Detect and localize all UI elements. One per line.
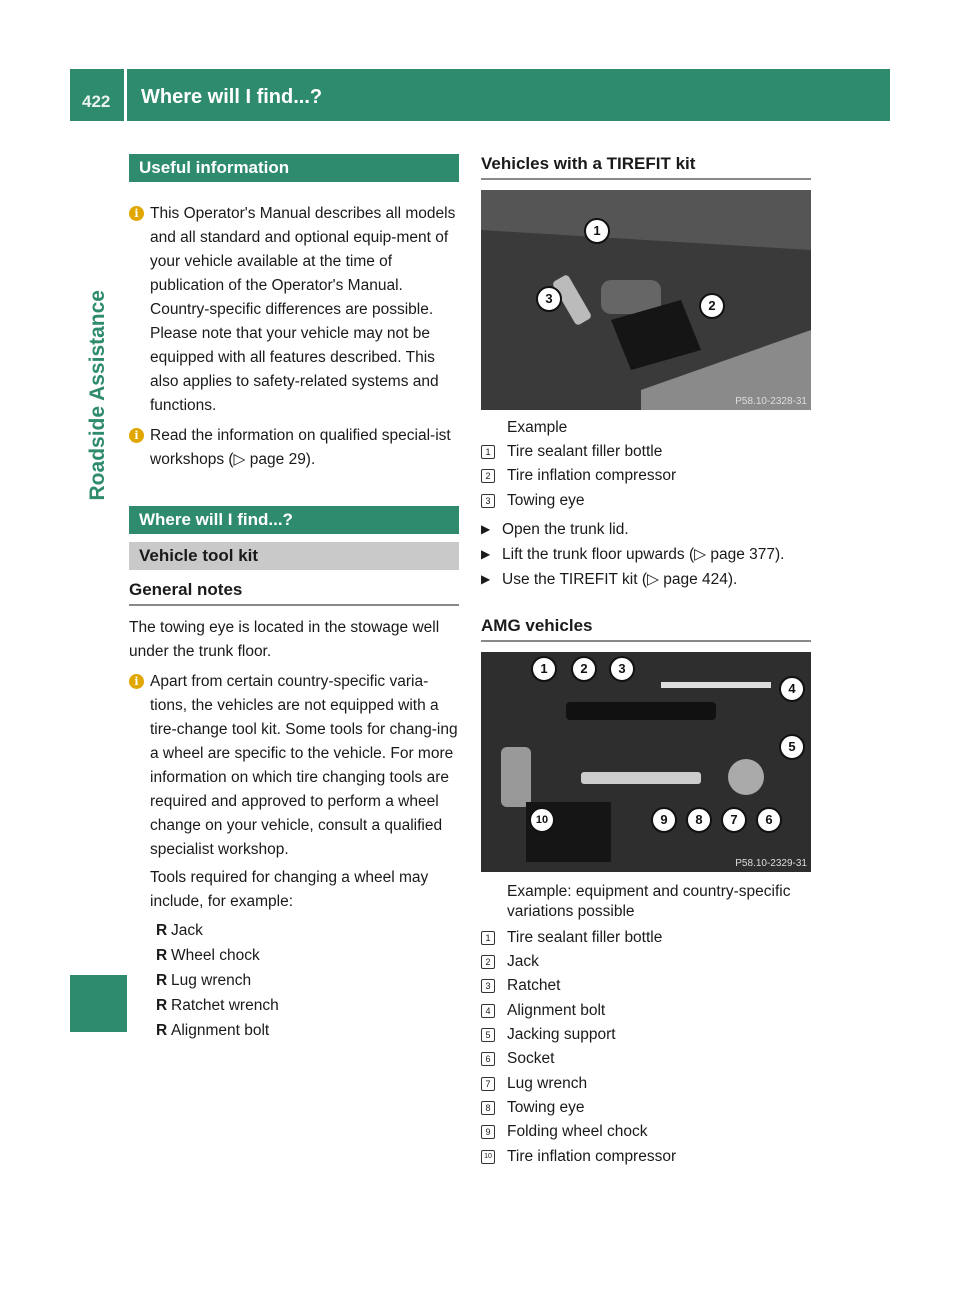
legend-item: 6 Socket <box>481 1047 811 1071</box>
callout-9: 9 <box>651 807 677 833</box>
info-note-workshops <box>129 424 459 472</box>
callout-2: 2 <box>699 293 725 319</box>
tirefit-kit-photo <box>481 190 811 410</box>
page-title: Where will I find...? <box>141 86 323 108</box>
useful-info-heading: Useful information <box>129 154 459 182</box>
side-chapter-label <box>86 290 116 670</box>
callout-1: 1 <box>531 656 557 682</box>
image-caption: Example: equipment and country-specific variations possible <box>507 882 791 920</box>
info-icon: i <box>129 206 144 221</box>
legend-item: 3 Ratchet <box>481 974 811 998</box>
list-item: R Lug wrench <box>156 972 252 989</box>
info-icon: i <box>129 674 144 689</box>
step-item: ▶ Open the trunk lid. <box>481 520 629 538</box>
legend-item: 9 Folding wheel chock <box>481 1120 811 1144</box>
callout-4: 4 <box>779 676 805 702</box>
legend-item: 1 Tire sealant filler bottle <box>481 926 811 950</box>
towing-eye-text: The towing eye is located in the stowage well under the trunk floor. <box>129 619 440 660</box>
page-number: 422 <box>82 92 111 111</box>
info-icon: i <box>129 428 144 443</box>
right-column <box>481 154 811 1169</box>
callout-3: 3 <box>609 656 635 682</box>
step-item: ▶ Lift the trunk floor upwards (▷ page 377). <box>481 545 785 563</box>
image-code: P58.10-2329-31 <box>735 857 807 869</box>
side-chapter-text: Roadside Assistance <box>86 290 109 501</box>
legend-item: 2 Jack <box>481 950 811 974</box>
callout-7: 7 <box>721 807 747 833</box>
legend-item: 8 Towing eye <box>481 1096 811 1120</box>
list-item: R Jack <box>156 922 203 939</box>
image-caption: Example <box>507 419 568 436</box>
left-column <box>129 154 459 1043</box>
tools-list <box>129 918 459 1043</box>
tirefit-heading: Vehicles with a TIREFIT kit <box>481 154 811 180</box>
callout-3: 3 <box>536 286 562 312</box>
tirefit-kit-illustration <box>481 190 811 410</box>
tools-intro-text: Tools required for changing a wheel may include, for example: <box>150 869 429 910</box>
callout-8: 8 <box>686 807 712 833</box>
steps-list <box>481 517 811 592</box>
header-divider <box>124 69 127 121</box>
info-note-manual-text: This Operator's Manual describes all models and all standard and optional equip-ment of your vehicle available at the time of publication of the Operator's Manual. Country-specific differences are possible. Please note that your vehicle may not be equipped with all features described. This also applies to safety-related systems and functions. <box>150 205 456 414</box>
legend-item: 10 Tire inflation compressor <box>481 1145 811 1169</box>
list-item: R Ratchet wrench <box>156 997 279 1014</box>
step-item: ▶ Use the TIREFIT kit (▷ page 424). <box>481 570 738 588</box>
legend-item: 3 Towing eye <box>481 489 811 513</box>
legend-item: 5 Jacking support <box>481 1023 811 1047</box>
amg-toolkit-photo <box>481 652 811 872</box>
callout-6: 6 <box>756 807 782 833</box>
callout-1: 1 <box>584 218 610 244</box>
image-code: P58.10-2328-31 <box>735 396 807 407</box>
info-note-manual <box>129 202 459 418</box>
tirefit-legend <box>481 440 811 513</box>
legend-item: 1 Tire sealant filler bottle <box>481 440 811 464</box>
legend-item: 2 Tire inflation compressor <box>481 464 811 488</box>
info-note-toolkit-text: Apart from certain country-specific varia-tions, the vehicles are not equipped with a tire-change tool kit. Some tools for chang-ing a wheel are specific to the vehicle. For more information on which tire changing tools are required and approved to perform a wheel change on your vehicle, consult a qualified specialist workshop. <box>150 673 458 858</box>
amg-heading: AMG vehicles <box>481 616 811 642</box>
amg-legend <box>481 926 811 1169</box>
subsection-heading: Vehicle tool kit <box>129 542 459 570</box>
side-chapter-marker <box>70 975 127 1032</box>
section-heading: Where will I find...? <box>129 506 459 534</box>
list-item: R Alignment bolt <box>156 1022 270 1039</box>
callout-10: 10 <box>529 807 555 833</box>
general-notes-heading: General notes <box>129 580 459 606</box>
amg-toolkit-illustration <box>481 652 811 872</box>
info-note-toolkit <box>129 670 459 862</box>
legend-item: 4 Alignment bolt <box>481 999 811 1023</box>
legend-item: 7 Lug wrench <box>481 1072 811 1096</box>
list-item: R Wheel chock <box>156 947 260 964</box>
callout-5: 5 <box>779 734 805 760</box>
callout-2: 2 <box>571 656 597 682</box>
info-note-workshops-text: Read the information on qualified special-ist workshops (▷ page 29). <box>150 427 451 468</box>
